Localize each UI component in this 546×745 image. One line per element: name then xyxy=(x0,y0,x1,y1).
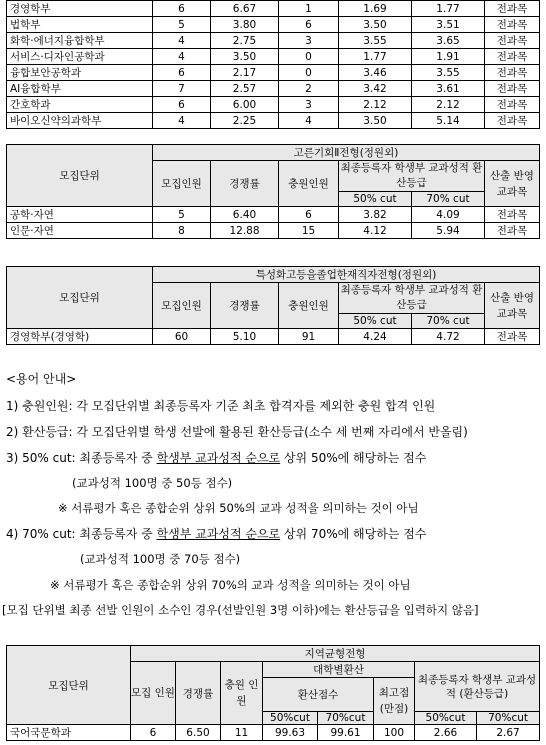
unit-cell: 바이오신약의과학부 xyxy=(7,113,153,129)
header-unit: 모집단위 xyxy=(7,267,153,329)
value-cell: 7 xyxy=(153,81,211,97)
header-extra: 충원인원 xyxy=(279,161,339,207)
table-row xyxy=(7,329,540,345)
header-calc: 산출 반영 교과목 xyxy=(485,283,540,329)
table-4 xyxy=(6,645,540,741)
value-cell: 99.61 xyxy=(318,725,374,741)
value-cell: 6 xyxy=(153,97,211,113)
value-cell: 전과목 xyxy=(485,207,540,223)
value-cell: 2.12 xyxy=(339,97,412,113)
header-quota: 모집인원 xyxy=(153,283,211,329)
note-3-star: ※ 서류평가 혹은 종합순위 상위 50%의 교과 성적을 의미하는 것이 아님 xyxy=(58,501,419,515)
value-cell: 6 xyxy=(153,65,211,81)
header-extra: 충원인원 xyxy=(279,283,339,329)
header-rate: 경쟁률 xyxy=(211,283,279,329)
value-cell: 2.75 xyxy=(211,33,279,49)
value-cell: 3 xyxy=(279,97,339,113)
value-cell: 3.55 xyxy=(339,33,412,49)
header-grade: 최종등록자 학생부 교과성적 환산등급 xyxy=(339,283,485,314)
unit-cell: 법학부 xyxy=(7,17,153,33)
table-title: 특성화고등을졸업한재직자전형(정원외) xyxy=(153,267,540,283)
value-cell: 3.42 xyxy=(339,81,412,97)
note-2: 2) 환산등급: 각 모집단위별 학생 선발에 활용된 환산등급(소수 세 번째 자리에서 반올림) xyxy=(6,425,468,439)
value-cell: 4 xyxy=(153,49,211,65)
value-cell: 2.66 xyxy=(415,725,477,741)
note-5: [모집 단위별 최종 선발 인원이 소수인 경우(선발인원 3명 이하)에는 환산등급을 입력하지 않음] xyxy=(2,603,479,617)
value-cell: 2.67 xyxy=(477,725,540,741)
value-cell: 전과목 xyxy=(485,1,540,17)
value-cell: 2.57 xyxy=(211,81,279,97)
value-cell: 6 xyxy=(153,1,211,17)
value-cell: 4 xyxy=(153,33,211,49)
header-score: 환산점수 xyxy=(263,678,374,712)
value-cell: 11 xyxy=(221,725,263,741)
unit-cell: AI융합학부 xyxy=(7,81,153,97)
value-cell: 5.94 xyxy=(412,223,485,239)
value-cell: 8 xyxy=(153,223,211,239)
unit-cell: 인문·자연 xyxy=(7,223,153,239)
value-cell: 6 xyxy=(279,17,339,33)
value-cell: 전과목 xyxy=(485,113,540,129)
unit-cell: 서비스·디자인공학과 xyxy=(7,49,153,65)
value-cell: 전과목 xyxy=(485,81,540,97)
table-row xyxy=(7,725,540,741)
note-4-sub: (교과성적 100명 중 70등 점수) xyxy=(80,552,241,566)
header-70cut: 70% cut xyxy=(412,314,485,329)
header-extra: 충원 인원 xyxy=(221,662,263,725)
table-row xyxy=(7,1,540,17)
value-cell: 5.14 xyxy=(412,113,485,129)
value-cell: 4.72 xyxy=(412,329,485,345)
value-cell: 5 xyxy=(153,207,211,223)
value-cell: 2.17 xyxy=(211,65,279,81)
value-cell: 3.50 xyxy=(211,49,279,65)
value-cell: 2.25 xyxy=(211,113,279,129)
table-2 xyxy=(6,144,540,239)
value-cell: 3.50 xyxy=(339,113,412,129)
value-cell: 1.77 xyxy=(339,49,412,65)
note-1: 1) 충원인원: 각 모집단위별 최종등록자 기준 최초 합격자를 제외한 충원 합격 인원 xyxy=(6,399,436,413)
value-cell: 4 xyxy=(279,113,339,129)
unit-cell: 융합보안공학과 xyxy=(7,65,153,81)
value-cell: 6.67 xyxy=(211,1,279,17)
header-rate: 경쟁률 xyxy=(176,662,221,725)
value-cell: 전과목 xyxy=(485,49,540,65)
value-cell: 1.69 xyxy=(339,1,412,17)
value-cell: 12.88 xyxy=(211,223,279,239)
table-row xyxy=(7,17,540,33)
note-3-post: 상위 50%에 해당하는 점수 xyxy=(280,451,427,465)
value-cell: 1 xyxy=(279,1,339,17)
note-3-pre: 3) 50% cut: 최종등록자 중 xyxy=(6,451,157,465)
unit-cell: 간호학과 xyxy=(7,97,153,113)
header-70cut: 70%cut xyxy=(318,712,374,725)
table-row xyxy=(7,97,540,113)
value-cell: 3.50 xyxy=(339,17,412,33)
value-cell: 2 xyxy=(279,81,339,97)
table-title: 지역균형전형 xyxy=(131,646,540,662)
note-4-underlined: 학생부 교과성적 순으로 xyxy=(156,527,281,541)
value-cell: 3.55 xyxy=(412,65,485,81)
note-4-post: 상위 70%에 해당하는 점수 xyxy=(280,527,427,541)
value-cell: 2.12 xyxy=(412,97,485,113)
header-max: 최고점 (만점) xyxy=(374,678,415,725)
value-cell: 0 xyxy=(279,49,339,65)
header-50cut: 50% cut xyxy=(339,192,412,207)
unit-cell: 경영학부(경영학) xyxy=(7,329,153,345)
value-cell: 전과목 xyxy=(485,329,540,345)
table-row xyxy=(7,49,540,65)
value-cell: 전과목 xyxy=(485,17,540,33)
note-4 xyxy=(6,525,426,542)
value-cell: 6 xyxy=(279,207,339,223)
value-cell: 4 xyxy=(153,113,211,129)
value-cell: 6 xyxy=(131,725,176,741)
header-unit: 모집단위 xyxy=(7,145,153,207)
table-row xyxy=(7,223,540,239)
unit-cell: 국어국문학과 xyxy=(7,725,131,741)
table-row xyxy=(7,207,540,223)
value-cell: 3.65 xyxy=(412,33,485,49)
header-quota: 모집 인원 xyxy=(131,662,176,725)
value-cell: 전과목 xyxy=(485,97,540,113)
header-50cut: 50% cut xyxy=(339,314,412,329)
value-cell: 3.51 xyxy=(412,17,485,33)
value-cell: 1.91 xyxy=(412,49,485,65)
header-final: 최종등록자 학생부 교과성적 (환산등급) xyxy=(415,662,540,712)
header-50cut: 50%cut xyxy=(263,712,318,725)
note-4-pre: 4) 70% cut: 최종등록자 중 xyxy=(6,527,157,541)
value-cell: 전과목 xyxy=(485,223,540,239)
value-cell: 99.63 xyxy=(263,725,318,741)
value-cell: 6.50 xyxy=(176,725,221,741)
value-cell: 6.40 xyxy=(211,207,279,223)
value-cell: 100 xyxy=(374,725,415,741)
value-cell: 6.00 xyxy=(211,97,279,113)
value-cell: 3.46 xyxy=(339,65,412,81)
note-4-star: ※ 서류평가 혹은 종합순위 상위 70%의 교과 성적을 의미하는 것이 아님 xyxy=(50,578,411,592)
table-row xyxy=(7,113,540,129)
value-cell: 전과목 xyxy=(485,65,540,81)
header-univ: 대학별환산 xyxy=(263,662,415,678)
header-grade: 최종등록자 학생부 교과성적 환산등급 xyxy=(339,161,485,192)
note-3-underlined: 학생부 교과성적 순으로 xyxy=(156,451,281,465)
header-final-50cut: 50%cut xyxy=(415,712,477,725)
table-1 xyxy=(6,0,540,129)
value-cell: 60 xyxy=(153,329,211,345)
value-cell: 3.61 xyxy=(412,81,485,97)
header-rate: 경쟁률 xyxy=(211,161,279,207)
value-cell: 전과목 xyxy=(485,33,540,49)
value-cell: 4.09 xyxy=(412,207,485,223)
table-title: 고른기회Ⅱ전형(정원외) xyxy=(153,145,540,161)
note-3 xyxy=(6,449,426,466)
value-cell: 3.80 xyxy=(211,17,279,33)
value-cell: 91 xyxy=(279,329,339,345)
value-cell: 5.10 xyxy=(211,329,279,345)
value-cell: 3 xyxy=(279,33,339,49)
value-cell: 15 xyxy=(279,223,339,239)
header-calc: 산출 반영 교과목 xyxy=(485,161,540,207)
table-row xyxy=(7,33,540,49)
value-cell: 4.12 xyxy=(339,223,412,239)
table-row xyxy=(7,65,540,81)
value-cell: 3.82 xyxy=(339,207,412,223)
value-cell: 0 xyxy=(279,65,339,81)
header-70cut: 70% cut xyxy=(412,192,485,207)
unit-cell: 화학·에너지융합학부 xyxy=(7,33,153,49)
table-row xyxy=(7,81,540,97)
header-quota: 모집인원 xyxy=(153,161,211,207)
value-cell: 5 xyxy=(153,17,211,33)
value-cell: 1.77 xyxy=(412,1,485,17)
table-3 xyxy=(6,266,540,345)
unit-cell: 공학·자연 xyxy=(7,207,153,223)
value-cell: 4.24 xyxy=(339,329,412,345)
header-unit: 모집단위 xyxy=(7,646,131,725)
notes-heading: <용어 안내> xyxy=(6,372,77,386)
unit-cell: 경영학부 xyxy=(7,1,153,17)
header-final-70cut: 70%cut xyxy=(477,712,540,725)
note-3-sub: (교과성적 100명 중 50등 점수) xyxy=(72,476,233,490)
